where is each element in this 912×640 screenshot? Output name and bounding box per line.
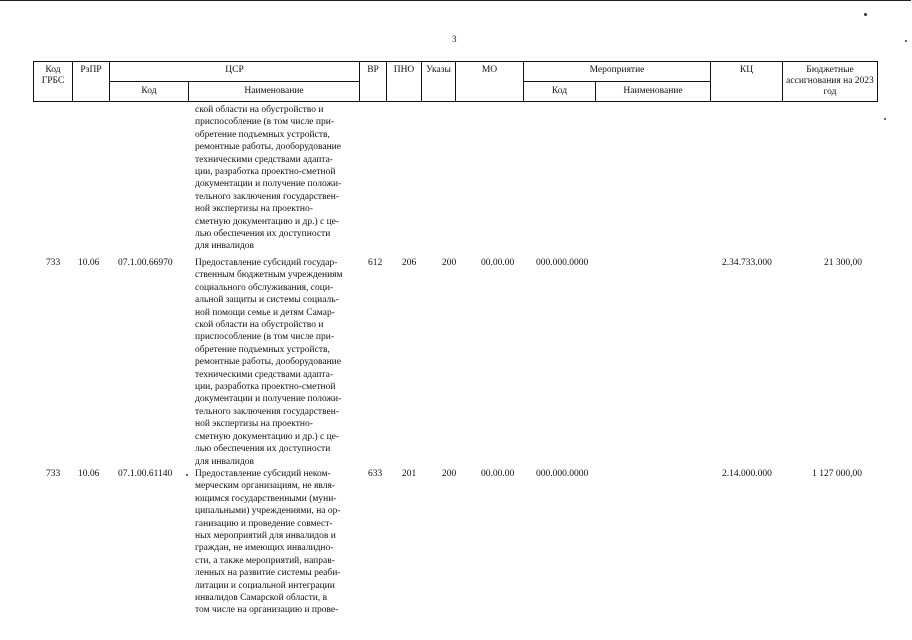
header-meropriyatie: Мероприятие [524,62,711,82]
scan-speck [884,118,886,120]
page-number: 3 [452,34,457,44]
row-mer-kod: 000.000.0000 [536,258,589,268]
header-budget: Бюджетные ассигнования на 2023 год [783,62,878,102]
desc-line: альной защиты и системы социаль- [195,295,339,306]
desc-line: приспособление (в том числе при- [195,332,334,343]
desc-line: документации и получение положи- [195,394,342,405]
row-rzpr: 10.06 [78,258,100,268]
scan-speck [905,40,907,42]
scan-speck [186,474,188,476]
header-mo: МО [456,62,524,102]
header-rzpr: РзПР [73,62,110,102]
row-amount: 21 300,00 [824,258,862,268]
row-grbs: 733 [46,469,61,479]
desc-line: ремонтные работы, дооборудование [195,142,341,153]
desc-line: ной экспертизы на проектно- [195,419,313,430]
desc-line: граждан, не имеющих инвалидно- [195,543,334,554]
desc-line: социального обслуживания, соци- [195,282,334,293]
header-mer-kod: Код [524,82,596,102]
desc-line: для инвалидов [195,241,255,252]
row-csr: 07.1.00.61140 [118,469,173,479]
table-header [33,61,878,102]
row-description [195,468,361,617]
desc-line: сти, а также мероприятий, направ- [195,555,335,566]
desc-line: лью обеспечения их доступности [195,444,331,455]
header-csr-naim: Наименование [189,82,360,102]
desc-line: ремонтные работы, дооборудование [195,357,341,368]
row-vr: 633 [368,469,383,479]
row-vr: 612 [368,258,383,268]
row-grbs: 733 [46,258,61,268]
row-description [195,257,361,468]
header-vr: ВР [360,62,387,102]
desc-line: Предоставление субсидий государ- [195,258,338,268]
desc-line: том числе на организацию и прове- [195,605,339,616]
desc-line: ской области на обустройство и [195,105,324,115]
desc-line: для инвалидов [195,456,255,467]
header-mer-naim: Наименование [596,82,711,102]
row-pno: 201 [402,469,417,479]
desc-line: обретение подъемных устройств, [195,344,330,355]
row-kc: 2.14.000.000 [722,469,772,479]
desc-line: техническими средствами адапта- [195,154,333,165]
desc-line: Предоставление субсидий неком- [195,469,331,479]
row-pno: 206 [402,258,417,268]
row-kc: 2.34.733.000 [722,258,772,268]
header-csr-kod: Код [110,82,189,102]
desc-line: ции, разработка проектно-сметной [195,382,336,393]
desc-line: ных мероприятий для инвалидов и [195,531,336,542]
desc-line: документации и получение положи- [195,179,342,190]
scan-speck [864,13,867,16]
desc-line: сметную документацию и др.) с це- [195,431,340,442]
row-mo: 00.00.00 [481,469,515,479]
desc-line: мерческим организациям, не явля- [195,481,336,492]
desc-line: обретение подъемных устройств, [195,129,330,140]
desc-line: ющимся государственными (муни- [195,493,337,504]
desc-line: ленных на развитие системы реаби- [195,568,341,579]
row-amount: 1 127 000,00 [812,469,862,479]
row-ukazy: 200 [442,469,457,479]
row-rzpr: 10.06 [78,469,100,479]
row-csr: 07.1.00.66970 [118,258,173,268]
desc-line: литации и социальной интеграции [195,580,335,591]
row-mer-kod: 000.000.0000 [536,469,589,479]
desc-line: тельного заключения государствен- [195,406,339,417]
desc-line: тельного заключения государствен- [195,191,339,202]
header-ukazy: Указы [422,62,456,102]
header-csr: ЦСР [110,62,360,82]
row-mo: 00.00.00 [481,258,515,268]
continuation-description [195,104,361,253]
header-kod-grbs: Код ГРБС [34,62,73,102]
desc-line: приспособление (в том числе при- [195,117,334,128]
desc-line: сметную документацию и др.) с це- [195,216,340,227]
desc-line: инвалидов Самарской области, в [195,593,328,604]
desc-line: лью обеспечения их доступности [195,229,331,240]
desc-line: ской области на обустройство и [195,320,324,331]
header-pno: ПНО [387,62,422,102]
desc-line: ной помощи семье и детям Самар- [195,307,335,318]
desc-line: ной экспертизы на проектно- [195,204,313,215]
row-ukazy: 200 [442,258,457,268]
desc-line: ственным бюджетным учреждениям [195,270,343,281]
desc-line: ганизацию и проведение совмест- [195,518,333,529]
desc-line: ципальными) учреждениями, на ор- [195,506,341,517]
header-kc: КЦ [711,62,783,102]
desc-line: техническими средствами адапта- [195,369,333,380]
desc-line: ции, разработка проектно-сметной [195,167,336,178]
